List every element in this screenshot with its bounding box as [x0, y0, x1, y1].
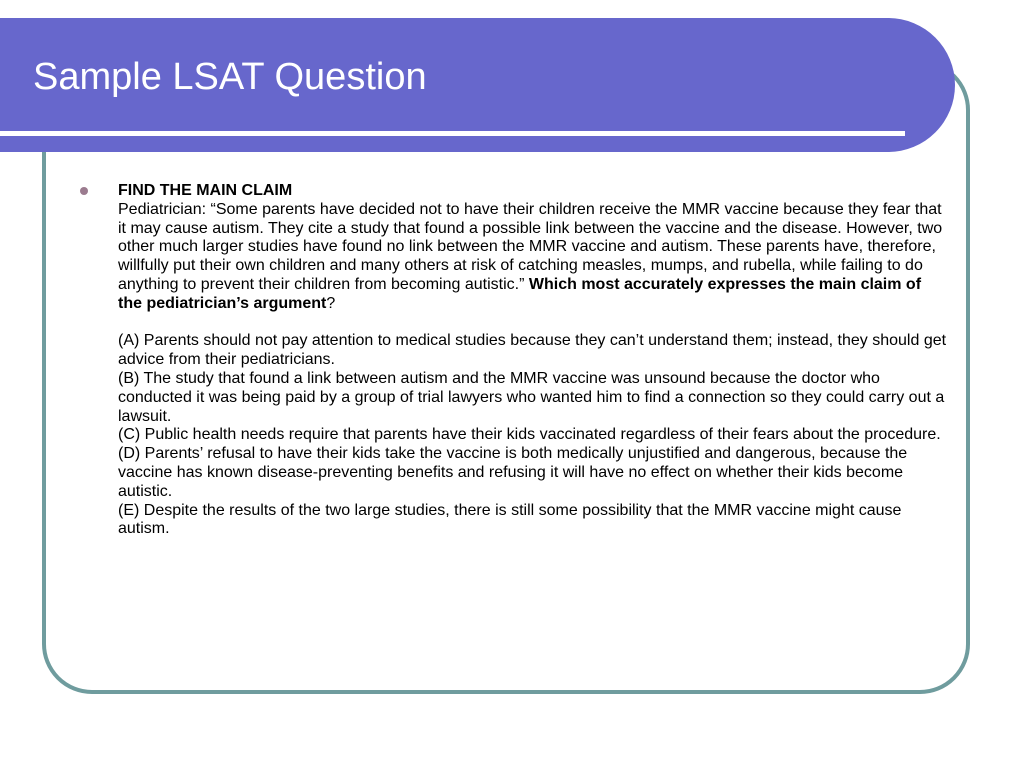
question-mark: ? [326, 294, 336, 312]
option-c: (C) Public health needs require that parents have their kids vaccinated regardless of their fears about the procedure. [118, 426, 941, 444]
question-text: Which most accurately expresses the main claim of the pediatrician’s argument [118, 275, 922, 312]
option-e: (E) Despite the results of the two large studies, there is still some possibility that the MMR vaccine might cause autism. [118, 501, 902, 538]
slide-body [118, 182, 948, 539]
passage-text: Pediatrician: “Some parents have decided not to have their children receive the MMR vaccine because they fear that it may cause autism. They cite a study that found a possible link between the vaccine and the disease. However, two other much larger studies have found no link between the MMR vaccine and autism. These parents have, therefore, willfully put their own children and many others at risk of catching measles, mumps, and rubella, while failing to do anything to prevent their children from becoming autistic.” [118, 200, 943, 293]
question-paragraph [118, 201, 948, 314]
bullet-dot-icon [80, 187, 88, 195]
slide-title: Sample LSAT Question [33, 56, 427, 98]
paragraph-spacer [118, 314, 948, 333]
option-d: (D) Parents’ refusal to have their kids take the vaccine is both medically unjustified and dangerous, because the vaccine has known disease-preventing benefits and refusing it will have no effect on whether their kids become autistic. [118, 445, 908, 500]
bullet-heading: FIND THE MAIN CLAIM [118, 182, 293, 199]
option-b: (B) The study that found a link between autism and the MMR vaccine was unsound because the doctor who conducted it was being paid by a group of trial lawyers who wanted him to find a connection so they could carry out a lawsuit. [118, 369, 945, 425]
title-underline [0, 131, 905, 136]
option-a: (A) Parents should not pay attention to medical studies because they can’t understand them; instead, they should get advice from their pediatricians. [118, 332, 947, 369]
